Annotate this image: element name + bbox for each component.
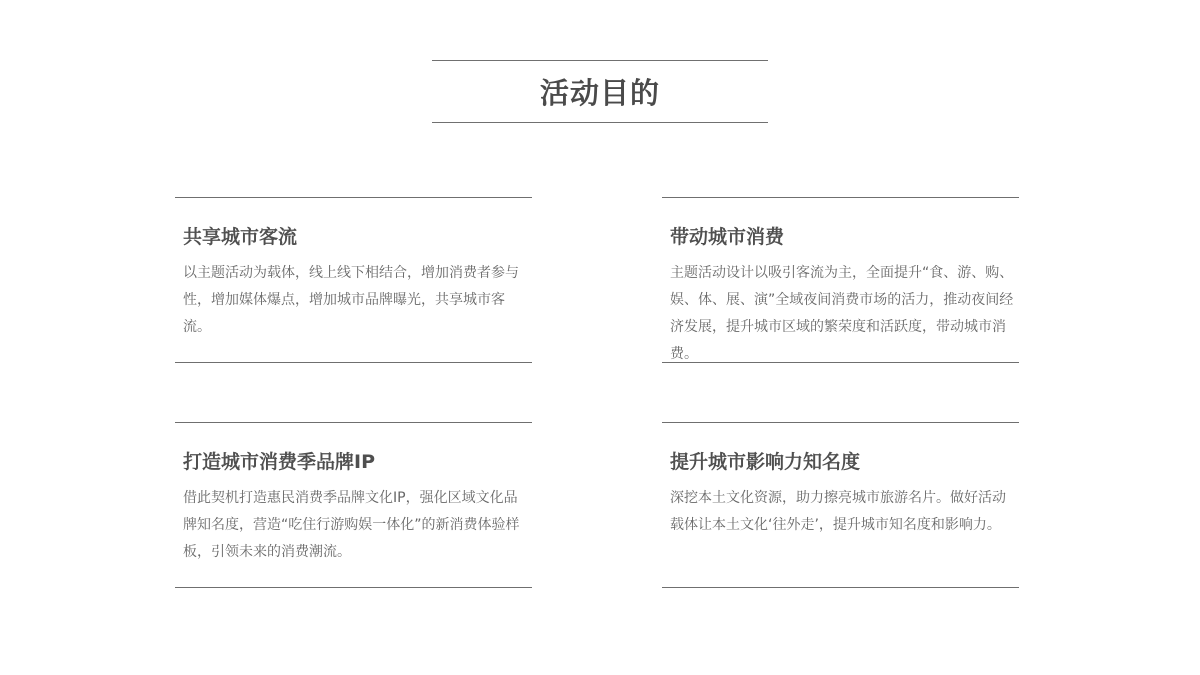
page-title-block	[432, 60, 768, 123]
page-title: 活动目的	[539, 76, 660, 110]
card-title: 共享城市客流	[183, 226, 298, 248]
purpose-card-consumption	[662, 197, 1019, 363]
card-body: 以主题活动为载体，线上线下相结合，增加消费者参与性，增加媒体爆点，增加城市品牌曝光，共享城市客流。	[183, 265, 519, 335]
purpose-card-customer-flow	[175, 197, 532, 363]
card-title: 带动城市消费	[670, 226, 785, 248]
card-body: 借此契机打造惠民消费季品牌文化IP，强化区域文化品牌知名度，营造“吃住行游购娱一体化”的新消费体验样板，引领未来的消费潮流。	[183, 490, 520, 560]
card-title: 打造城市消费季品牌IP	[183, 451, 375, 473]
card-body: 主题活动设计以吸引客流为主，全面提升“食、游、购、娱、体、展、演”全域夜间消费市场的活力，推动夜间经济发展，提升城市区域的繁荣度和活跃度，带动城市消费。	[670, 265, 1014, 362]
card-title: 提升城市影响力知名度	[670, 451, 861, 473]
purpose-card-brand-ip	[175, 422, 532, 588]
card-body: 深挖本土文化资源，助力擦亮城市旅游名片。做好活动载体让本土文化‘往外走’，提升城市知名度和影响力。	[670, 490, 1006, 533]
purpose-card-influence	[662, 422, 1019, 588]
